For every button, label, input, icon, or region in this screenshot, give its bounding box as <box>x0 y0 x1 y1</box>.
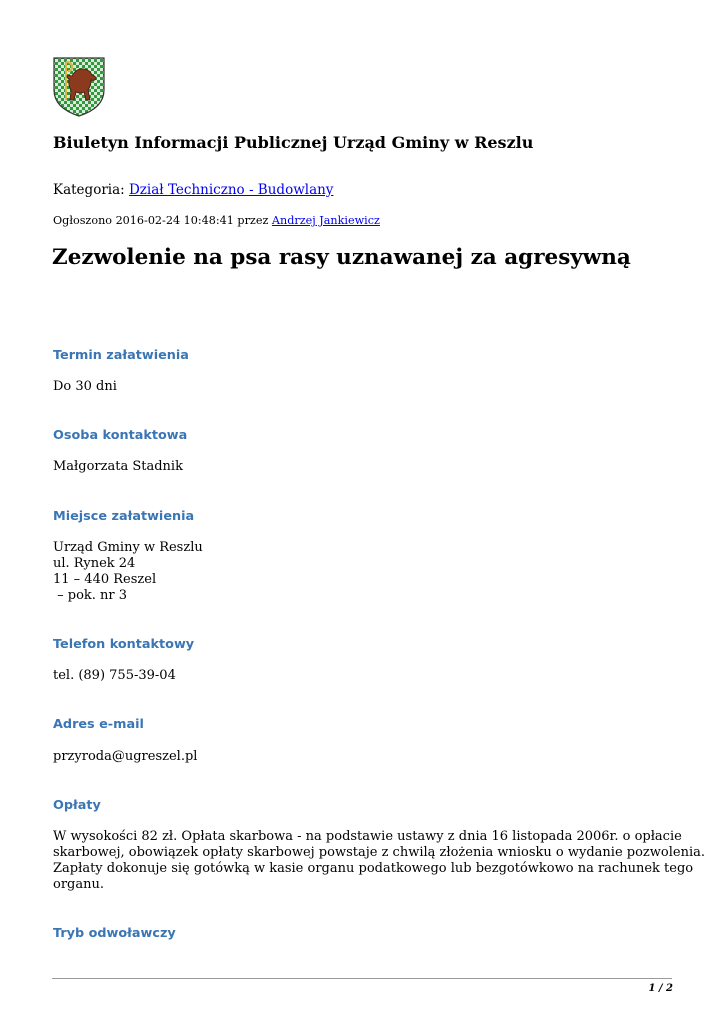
section-body-oplaty <box>53 829 705 893</box>
section-heading-telefon: Telefon kontaktowy <box>53 637 195 652</box>
text-line: 11 – 440 Reszel <box>53 572 157 587</box>
section-body-termin <box>53 379 673 395</box>
section-heading-termin: Termin załatwienia <box>53 348 189 363</box>
text-line: W wysokości 82 zł. Opłata skarbowa - na podstawie ustawy z dnia 16 listopada 2006r. o opłacie <box>53 829 682 844</box>
text-line: tel. (89) 755-39-04 <box>53 668 176 683</box>
section-heading-miejsce: Miejsce załatwienia <box>53 509 195 524</box>
author-link[interactable]: Andrzej Jankiewicz <box>271 214 380 227</box>
section-body-email <box>53 749 673 765</box>
text-line: organu. <box>53 877 104 892</box>
section-body-osoba <box>53 459 673 475</box>
text-line: skarbowej, obowiązek opłaty skarbowej powstaje z chwilą złożenia wniosku o wydanie pozwolenia. <box>53 845 705 860</box>
section-body-miejsce <box>53 540 673 604</box>
category-label: Kategoria: <box>53 182 129 198</box>
page-title: Zezwolenie na psa rasy uznawanej za agresywną <box>52 245 631 270</box>
category-line <box>53 180 333 200</box>
text-line: Do 30 dni <box>53 379 117 394</box>
section-body-telefon <box>53 668 673 684</box>
text-line: Zapłaty dokonuje się gotówką w kasie organu podatkowego lub bezgotówkowo na rachunek tego <box>53 861 694 876</box>
footer-divider <box>52 978 672 979</box>
site-title: Biuletyn Informacji Publicznej Urząd Gminy w Reszlu <box>53 133 534 152</box>
category-link[interactable]: Dział Techniczno - Budowlany <box>128 182 334 198</box>
text-line: Małgorzata Stadnik <box>53 459 183 474</box>
section-heading-email: Adres e-mail <box>53 717 144 732</box>
coat-of-arms-bear-icon <box>52 56 106 118</box>
section-heading-osoba: Osoba kontaktowa <box>53 428 188 443</box>
page-number: 1 / 2 <box>648 983 673 994</box>
posted-prefix: Ogłoszono 2016-02-24 10:48:41 przez <box>53 214 272 227</box>
text-line: Urząd Gminy w Reszlu <box>53 540 203 555</box>
section-heading-tryb: Tryb odwoławczy <box>53 926 176 941</box>
posted-line <box>53 213 380 229</box>
text-line: przyroda@ugreszel.pl <box>53 749 198 764</box>
text-line: ul. Rynek 24 <box>53 556 136 571</box>
section-heading-oplaty: Opłaty <box>53 798 101 813</box>
text-line: – pok. nr 3 <box>53 588 128 603</box>
